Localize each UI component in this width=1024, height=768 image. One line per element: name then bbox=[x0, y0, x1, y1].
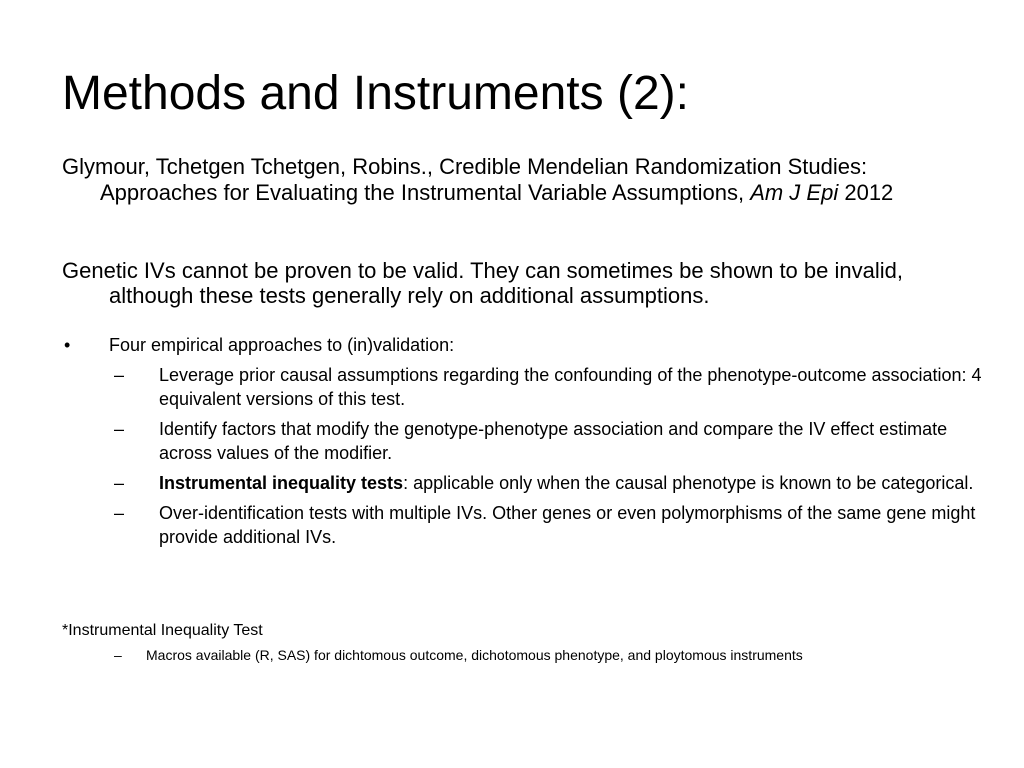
approach-item-text: Over-identification tests with multiple IVs. Other genes or even polymorphisms of the same gene might provide additional IVs. bbox=[159, 503, 976, 547]
dash-icon: – bbox=[114, 503, 125, 523]
approach-item-bold: Instrumental inequality tests bbox=[159, 473, 404, 493]
approaches-sublist bbox=[62, 363, 982, 549]
slide-title: Methods and Instruments (2): bbox=[62, 67, 689, 120]
footnote bbox=[62, 620, 982, 665]
validity-statement-text: Genetic IVs cannot be proven to be valid. They can sometimes be shown to be invalid, although these tests generally rely on additional assumptions. bbox=[62, 258, 903, 308]
reference-citation bbox=[62, 154, 942, 206]
footnote-item-text: Macros available (R, SAS) for dichtomous outcome, dichotomous phenotype, and ploytomous instruments bbox=[146, 647, 803, 663]
reference-journal: Am J Epi bbox=[750, 180, 839, 205]
bullet-dot-icon: • bbox=[64, 335, 71, 355]
approaches-list bbox=[62, 333, 982, 555]
approach-item-2 bbox=[62, 417, 982, 465]
approach-item-text: Identify factors that modify the genotype-phenotype association and compare the IV effect estimate across values of the modifier. bbox=[159, 419, 948, 463]
dash-icon: – bbox=[114, 473, 125, 493]
dash-icon: – bbox=[114, 365, 125, 385]
approach-item-4 bbox=[62, 501, 982, 549]
approach-item-3 bbox=[62, 471, 982, 495]
approaches-heading bbox=[62, 333, 982, 357]
approaches-heading-text: Four empirical approaches to (in)validation: bbox=[109, 335, 455, 355]
dash-icon: – bbox=[114, 419, 125, 439]
approach-item-text: Leverage prior causal assumptions regarding the confounding of the phenotype-outcome association: 4 equivalent versions of this test. bbox=[159, 365, 982, 409]
approach-item-1 bbox=[62, 363, 982, 411]
reference-authors: Glymour, Tchetgen Tchetgen, Robins., Credible Mendelian Randomization Studies: Approaches for Evaluating the Instrumental Variable Assumptions, bbox=[62, 154, 868, 205]
dash-icon: – bbox=[114, 647, 122, 663]
footnote-item bbox=[62, 645, 982, 665]
approach-item-text: : applicable only when the causal phenotype is known to be categorical. bbox=[403, 473, 974, 493]
reference-year: 2012 bbox=[844, 180, 894, 205]
validity-statement bbox=[62, 258, 972, 308]
footnote-heading: *Instrumental Inequality Test bbox=[62, 622, 263, 639]
